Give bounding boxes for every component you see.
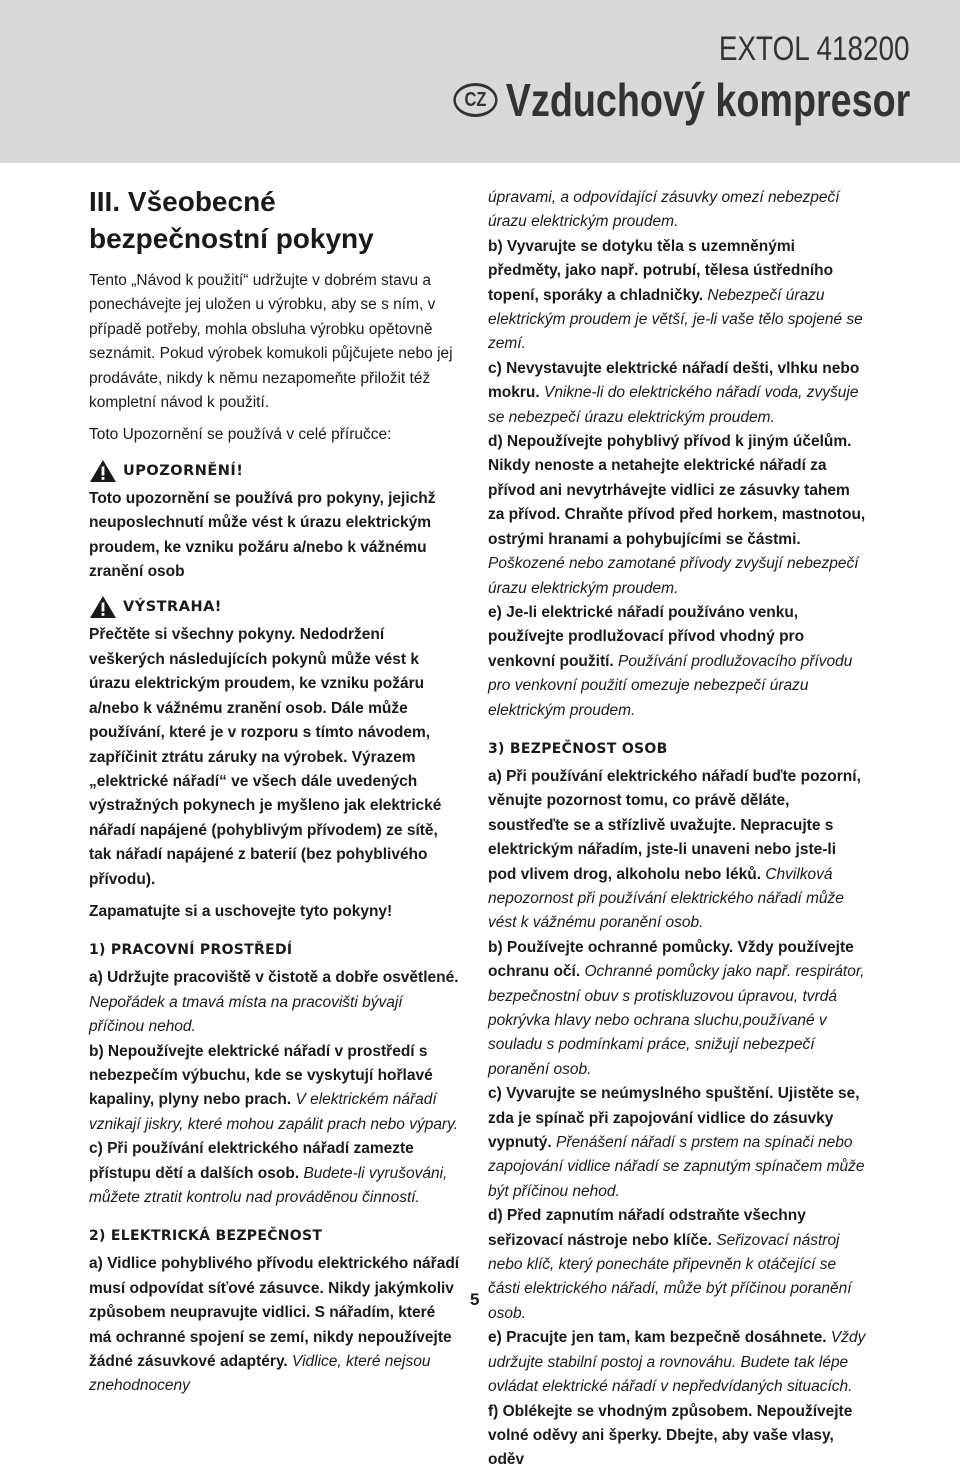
list-item: c) Při používání elektrického nářadí zamezte přístupu dětí a dalších osob. Budete-li vyrušováni, můžete ztratit kontrolu nad prováděnou činností. <box>89 1140 448 1206</box>
warning-triangle-icon <box>89 459 117 483</box>
list-item: b) Používejte ochranné pomůcky. Vždy používejte ochranu očí. Ochranné pomůcky jako např. respirátor, bezpečnostní obuv s protiskluzovou úpravou, tvrdá pokrývka hlavy nebo ochrana sluchu,používané v souladu s podmínkami práce, snižují nebezpečí poranění osob. <box>488 938 865 1078</box>
warning-text: Přečtěte si všechny pokyny. Nedodržení veškerých následujících pokynů může vést k úrazu elektrickým proudem, ke vzniku požáru a/nebo k vážnému zranění osob. Dále může používání, které je v rozporu s tímto návodem, zapříčinit ztrátu záruky na výrobek. Výrazem „elektrické nářadí“ ve všech dále uvedených výstražných pokynech je myšleno jak elektrické nářadí napájené (pohyblivým přívodem) ze sítě, tak nářadí napájené z baterií (bez pohyblivého přívodu). <box>89 626 442 888</box>
continued-text: úpravami, a odpovídající zásuvky omezí nebezpečí úrazu elektrickým proudem. <box>488 189 840 231</box>
page-number: 5 <box>470 1290 480 1309</box>
remember-note: Zapamatujte si a uschovejte tyto pokyny! <box>89 902 393 920</box>
list-item: a) Udržujte pracoviště v čistotě a dobře osvětlené. Nepořádek a tmavá místa na pracovišti bývají příčinou nehod. <box>89 969 459 1036</box>
right-column <box>488 186 866 1473</box>
model-number: EXTOL 418200 <box>719 30 910 68</box>
heading-work-area: 1) PRACOVNÍ PROSTŘEDÍ <box>89 942 293 959</box>
list-item: d) Před zapnutím nářadí odstraňte všechny seřizovací nástroje nebo klíče. Seřizovací nástroj nebo klíč, který ponecháte připevněn k otáčející se části elektrického nářadí, může být příčinou poranění osob. <box>488 1207 852 1322</box>
warning-vystraha <box>89 593 461 621</box>
list-item: f) Oblékejte se vhodným způsobem. Nepoužívejte volné oděvy ani šperky. Dbejte, aby vaše vlasy, oděv <box>488 1402 853 1469</box>
title-row <box>453 74 910 126</box>
list-item: a) Vidlice pohyblivého přívodu elektrického nářadí musí odpovídat síťové zásuvce. Nikdy jakýmkoliv způsobem neupravujte vidlici. S nářadím, které má ochranné spojení se zemí, nikdy nepoužívejte žádné zásuvkové adaptéry. Vidlice, které nejsou znehodnoceny <box>89 1255 460 1395</box>
page-header <box>0 0 960 163</box>
list-item: a) Při používání elektrického nářadí buďte pozorní, věnujte pozornost tomu, co právě děláte, soustřeďte se a střízlivě uvažujte. Nepracujte s elektrickým nářadím, jste-li unaveni nebo jste-li pod vlivem drog, alkoholu nebo léků. Chvilková nepozornost při používání elektrického nářadí může vést k vážnému poranění osob. <box>488 767 861 932</box>
left-column <box>89 183 461 1399</box>
section-title: III. Všeobecné bezpečnostní pokyny <box>89 186 374 254</box>
list-item: e) Pracujte jen tam, kam bezpečně dosáhnete. Vždy udržujte stabilní postoj a rovnováhu. Budete tak lépe ovládat elektrické nářadí v nepředvídaných situacích. <box>488 1329 866 1396</box>
warning-triangle-icon <box>89 595 117 619</box>
list-item: b) Nepoužívejte elektrické nářadí v prostředí s nebezpečím výbuchu, kde se vyskytují hořlavé kapaliny, plyny nebo prach. V elektrickém nářadí vznikají jiskry, které mohou zapálit prach nebo výpary. <box>89 1042 459 1133</box>
intro-paragraph: Tento „Návod k použití“ udržujte v dobrém stavu a ponechávejte jej uložen u výrobku, aby se s ním, v případě potřeby, mohla obsluha výrobku opětovně seznámit. Pokud výrobek komukoli půjčujete nebo jej prodáváte, nikdy k němu nezapomeňte přiložit též kompletní návod k použití. <box>89 272 453 412</box>
list-item: d) Nepoužívejte pohyblivý přívod k jiným účelům. Nikdy nenoste a netahejte elektrické nářadí za přívod ani nevytrhávejte vidlici ze zásuvky tahem za přívod. Chraňte přívod před horkem, mastnotou, ostrými hranami a pohybujícími se částmi. Poškozené nebo zamotané přívody zvyšují nebezpečí úrazu elektrickým proudem. <box>488 433 866 597</box>
heading-personal-safety: 3) BEZPEČNOST OSOB <box>488 740 668 757</box>
list-item: c) Vyvarujte se neúmyslného spuštění. Ujistěte se, zda je spínač při zapojování vidlice do zásuvky vypnutý. Přenášení nářadí s prstem na spínači nebo zapojování vidlice nářadí se zapnutým spínačem může být příčinou nehod. <box>488 1085 865 1200</box>
list-item: e) Je-li elektrické nářadí používáno venku, používejte prodlužovací přívod vhodný pro venkovní použití. Používání prodlužovacího přívodu pro venkovní použití omezuje nebezpečí úrazu elektrickým proudem. <box>488 603 853 719</box>
warning-label: UPOZORNĚNÍ! <box>123 462 244 479</box>
language-badge: CZ <box>453 83 497 117</box>
warning-upozorneni <box>89 457 461 485</box>
heading-electrical-safety: 2) ELEKTRICKÁ BEZPEČNOST <box>89 1228 323 1245</box>
notice-intro: Toto Upozornění se používá v celé příručce: <box>89 426 392 444</box>
warning-text: Toto upozornění se používá pro pokyny, jejichž neuposlechnutí může vést k úrazu elektrickým proudem, ke vzniku požáru a/nebo k vážnému zranění osob <box>89 489 436 581</box>
list-item: c) Nevystavujte elektrické nářadí dešti, vlhku nebo mokru. Vnikne-li do elektrického nářadí voda, zvyšuje se nebezpečí úrazu elektrickým proudem. <box>488 359 860 426</box>
document-title: Vzduchový kompresor <box>505 74 910 126</box>
list-item: b) Vyvarujte se dotyku těla s uzemněnými předměty, jako např. potrubí, tělesa ústředního topení, sporáky a chladničky. Nebezpečí úrazu elektrickým proudem je větší, je-li vaše tělo spojené se zemí. <box>488 237 863 353</box>
warning-label: VÝSTRAHA! <box>123 599 222 616</box>
